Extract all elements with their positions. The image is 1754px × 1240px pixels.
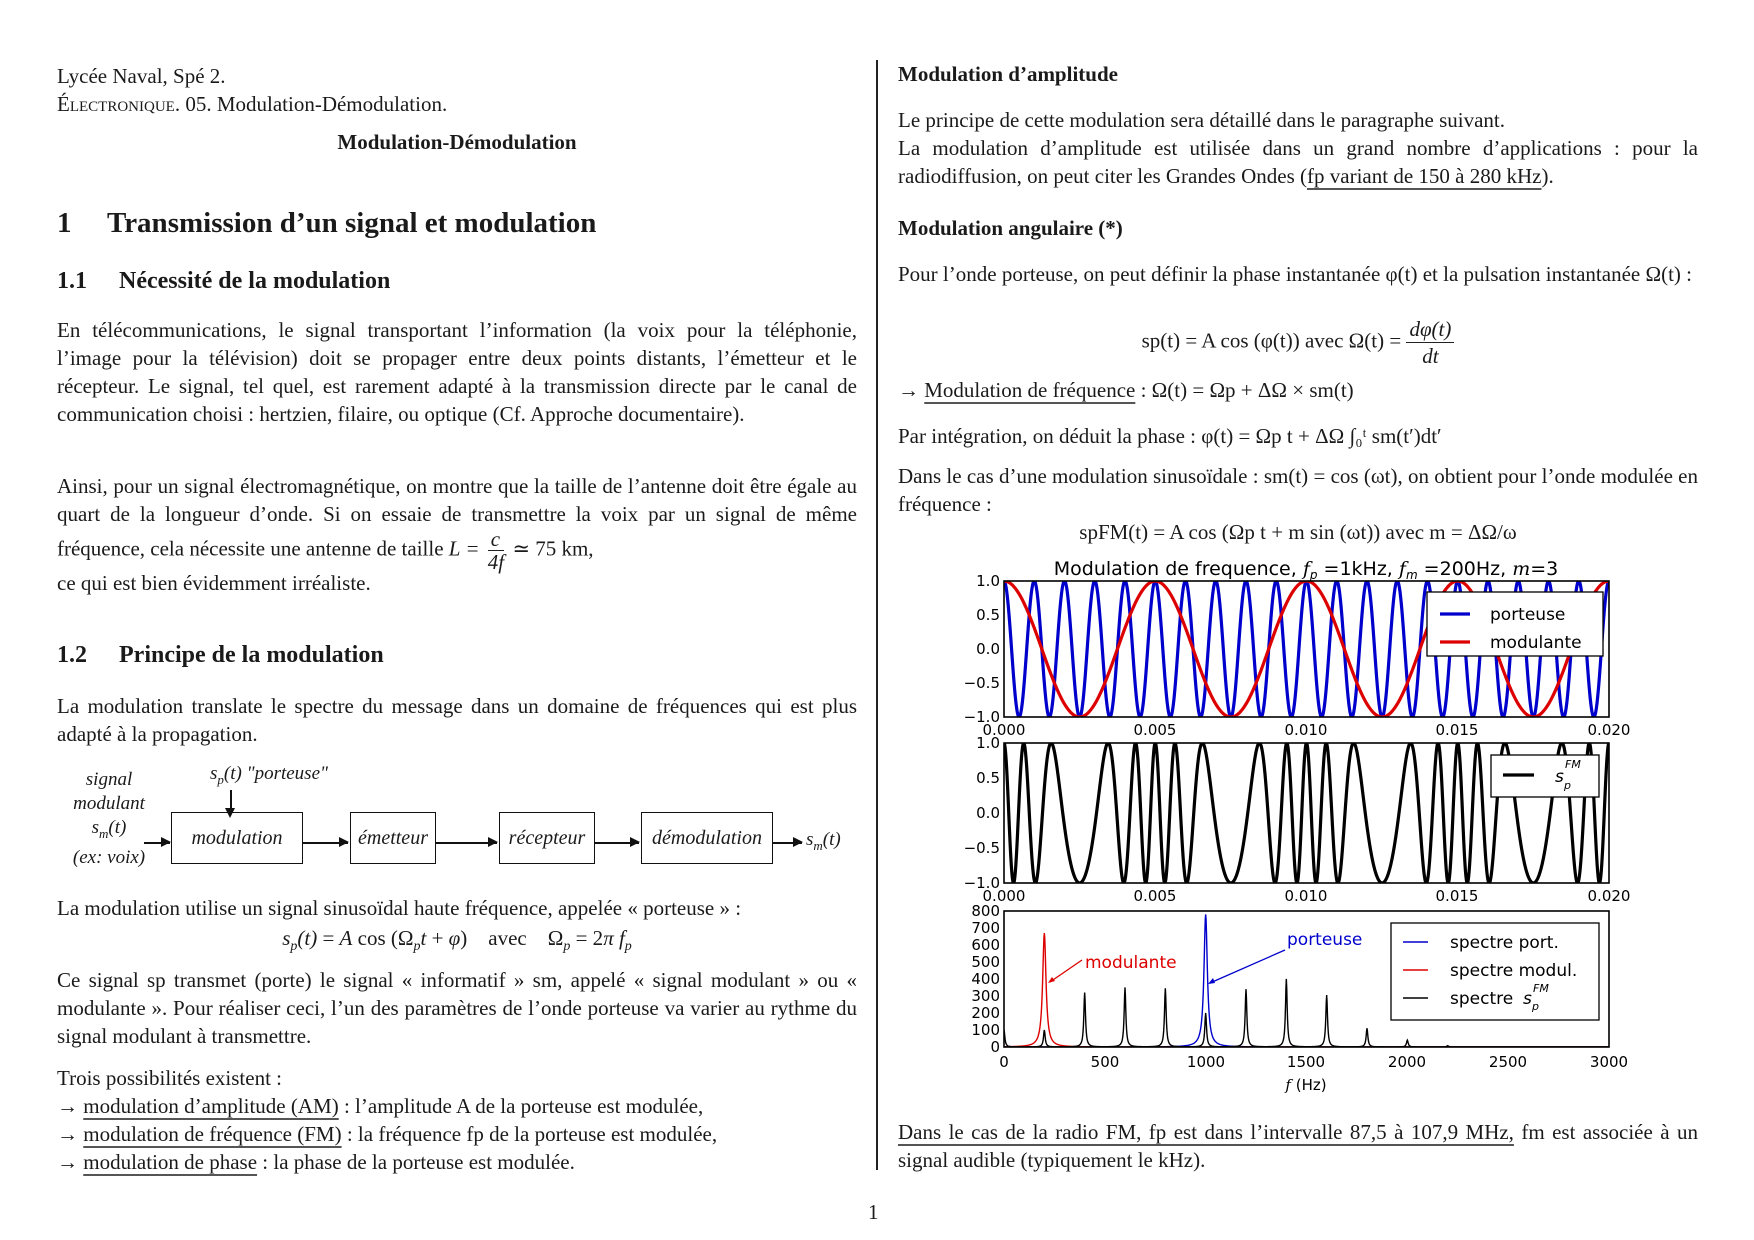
svg-text:FM: FM <box>1565 758 1581 771</box>
subsection-number: 1.2 <box>57 642 87 668</box>
arrow-3 <box>594 842 639 844</box>
svg-text:0.000: 0.000 <box>982 721 1026 739</box>
list-item-am: → modulation d’amplitude (AM) : l’amplitude A de la porteuse est modulée, <box>57 1094 704 1118</box>
svg-text:500: 500 <box>971 953 1000 971</box>
am-text-end: ). <box>1541 164 1554 188</box>
svg-text:0.0: 0.0 <box>976 804 1000 822</box>
svg-text:1500: 1500 <box>1286 1053 1326 1071</box>
fraction-numerator: c <box>488 528 504 551</box>
am-text: La modulation d’amplitude est utilisée dans un grand nombre d’applications : pour la radiodiffusion, on peut citer les Grandes Ondes ( <box>898 136 1698 188</box>
svg-text:0.020: 0.020 <box>1587 887 1631 905</box>
svg-text:0.005: 0.005 <box>1133 887 1177 905</box>
subsection-1-1-heading <box>57 268 390 295</box>
fraction <box>488 528 504 573</box>
column-divider <box>876 60 878 1170</box>
equation-phase <box>898 316 1698 369</box>
svg-text:modulante: modulante <box>1490 633 1582 653</box>
fraction <box>1406 316 1454 369</box>
arrow-output <box>772 842 802 844</box>
list-item-pm: → modulation de phase : la phase de la porteuse est modulée. <box>57 1150 575 1174</box>
svg-text:100: 100 <box>971 1021 1000 1039</box>
svg-text:spectre modul.: spectre modul. <box>1450 961 1578 981</box>
paragraph-carrier: La modulation utilise un signal sinusoïdal haute fréquence, appelée « porteuse » : <box>57 896 742 920</box>
paragraph-am-2 <box>898 134 1698 190</box>
paragraph-sinusoidal: Dans le cas d’une modulation sinusoïdale : sm(t) = cos (ωt), on obtient pour l’onde modulée en fréquence : <box>898 464 1698 516</box>
paragraph-unrealistic: ce qui est bien évidemment irréaliste. <box>57 571 371 595</box>
header-course: Électronique <box>57 92 175 116</box>
svg-text:0.0: 0.0 <box>976 640 1000 658</box>
subsection-title: Principe de la modulation <box>119 642 384 668</box>
svg-text:s: s <box>1523 989 1532 1009</box>
paragraph-principle: La modulation translate le spectre du message dans un domaine de fréquences qui est plus adapté à la propagation. <box>57 694 857 746</box>
heading-angular: Modulation angulaire (*) <box>898 216 1123 240</box>
equation-fm: spFM(t) = A cos (Ωp t + m sin (ωt)) avec m = ΔΩ/ω <box>1079 520 1517 544</box>
input-signal-label <box>64 768 154 870</box>
svg-text:spectre: spectre <box>1450 989 1514 1009</box>
link-fm-definition[interactable]: Modulation de fréquence <box>924 378 1136 402</box>
svg-text:−0.5: −0.5 <box>963 674 1000 692</box>
formula-rhs: ≃ 75 km, <box>512 536 594 561</box>
svg-text:0.010: 0.010 <box>1284 887 1328 905</box>
svg-text:1.0: 1.0 <box>976 734 1000 752</box>
svg-text:0.005: 0.005 <box>1133 721 1177 739</box>
svg-text:p: p <box>1532 1000 1539 1013</box>
link-am[interactable]: modulation d’amplitude (AM) <box>83 1094 339 1118</box>
link-pm[interactable]: modulation de phase <box>83 1150 258 1174</box>
heading-am: Modulation d’amplitude <box>898 62 1118 86</box>
page-title: Modulation-Démodulation <box>337 130 577 154</box>
section-title: Transmission d’un signal et modulation <box>107 207 597 239</box>
svg-text:800: 800 <box>971 902 1000 920</box>
svg-text:300: 300 <box>971 987 1000 1005</box>
input-label-line: modulant <box>73 793 145 814</box>
input-label-line: (ex: voix) <box>72 846 146 868</box>
plot-carrier-modulating <box>964 572 1631 739</box>
legend-bottom <box>1391 923 1599 1020</box>
svg-text:−0.5: −0.5 <box>963 839 1000 857</box>
arrow-glyph: → <box>898 378 925 402</box>
svg-text:−1.0: −1.0 <box>963 708 1000 726</box>
svg-text:0.010: 0.010 <box>1284 721 1328 739</box>
formula-lhs: L = <box>448 536 480 561</box>
svg-text:600: 600 <box>971 936 1000 954</box>
svg-text:400: 400 <box>971 970 1000 988</box>
fm-formula: : Ω(t) = Ωp + ΔΩ × sm(t) <box>1135 378 1354 402</box>
paragraph-integration: Par intégration, on déduit la phase : φ(t) = Ωp t + ΔΩ ∫₀ᵗ sm(t′)dt′ <box>898 424 1442 448</box>
paragraph-angular: Pour l’onde porteuse, on peut définir la phase instantanée φ(t) et la pulsation instantanée Ω(t) : <box>898 262 1692 286</box>
svg-text:200: 200 <box>971 1004 1000 1022</box>
plot-fm-signal <box>964 734 1631 905</box>
block-modulation: modulation <box>171 812 303 864</box>
annotation-porteuse: porteuse <box>1287 930 1363 950</box>
list-modulation-types <box>57 1092 717 1176</box>
antenna-text: Ainsi, pour un signal électromagnétique, on montre que la taille de l’antenne doit être égale au quart de la longueur d’onde. Si on essaie de transmettre la voix par un signal de même fréquence, cela nécessite une antenne de taille <box>57 474 857 561</box>
header-line1: Lycée Naval, Spé 2. <box>57 64 226 88</box>
legend-top <box>1427 592 1603 656</box>
section-number: 1 <box>57 207 72 239</box>
svg-text:0.5: 0.5 <box>976 769 1000 787</box>
svg-text:0.020: 0.020 <box>1587 721 1631 739</box>
arrow-1 <box>302 842 348 844</box>
svg-text:FM: FM <box>1533 982 1549 995</box>
fraction-denominator: dt <box>1422 344 1439 368</box>
fraction-denominator: 4f <box>487 550 505 574</box>
header-chapter: . 05. Modulation-Démodulation. <box>174 92 448 116</box>
arrow-input <box>144 842 170 844</box>
svg-text:2500: 2500 <box>1488 1053 1528 1071</box>
svg-text:spectre port.: spectre port. <box>1450 933 1559 953</box>
svg-text:0.015: 0.015 <box>1435 887 1479 905</box>
paragraph-three: Trois possibilités existent : <box>57 1066 283 1090</box>
svg-text:0: 0 <box>999 1053 1009 1071</box>
paragraph-antenna <box>57 472 857 573</box>
svg-text:s: s <box>1555 767 1564 787</box>
subsection-number: 1.1 <box>57 268 87 294</box>
fm-figure <box>940 540 1660 1100</box>
svg-text:500: 500 <box>1090 1053 1120 1071</box>
block-recepteur: récepteur <box>499 812 595 864</box>
paragraph-necessity: En télécommunications, le signal transportant l’information (la voix pour la téléphonie, l’image pour la télévision) doit se propager entre deux points distants, l’émetteur et le récepteur. Le signal, tel quel, est rarement adapté à la transmission directe par le canal de communication choisi : hertzien, filaire, ou optique (Cf. Approche documentaire). <box>57 318 857 426</box>
paragraph-am-1: Le principe de cette modulation sera détaillé dans le paragraphe suivant. <box>898 108 1506 132</box>
svg-text:2000: 2000 <box>1387 1053 1427 1071</box>
svg-text:0.000: 0.000 <box>982 887 1026 905</box>
header-line2 <box>57 90 447 118</box>
svg-text:porteuse: porteuse <box>1490 605 1566 625</box>
svg-text:700: 700 <box>971 919 1000 937</box>
section-1-heading <box>57 207 596 240</box>
list-item-text: : la phase de la porteuse est modulée. <box>257 1150 575 1174</box>
radio-text: fm est associée à un signal audible (typiquement le kHz). <box>898 1120 1698 1172</box>
legend-middle <box>1491 755 1599 797</box>
link-fm[interactable]: modulation de fréquence (FM) <box>83 1122 342 1146</box>
block-demodulation: démodulation <box>641 812 773 864</box>
chart-title: Modulation de frequence, $f_p =1kHz$, $f_m =200Hz$, m=3 <box>1053 558 1559 582</box>
paragraph-radio-fm <box>898 1118 1698 1174</box>
carrier-label: $s_p(t)$ "porteuse" <box>210 763 328 787</box>
subsection-1-2-heading <box>57 642 384 669</box>
annotation-modulante: modulante <box>1085 953 1177 973</box>
svg-text:0: 0 <box>990 1038 1000 1056</box>
page-number: 1 <box>868 1200 879 1224</box>
subsection-title: Nécessité de la modulation <box>119 268 391 294</box>
equation-left: sp(t) = A cos (φ(t)) avec Ω(t) = <box>1141 328 1402 353</box>
svg-text:0.015: 0.015 <box>1435 721 1479 739</box>
block-emetteur: émetteur <box>350 812 436 864</box>
link-grandes-ondes[interactable]: fp variant de 150 à 280 kHz <box>1307 164 1542 188</box>
input-label-sm: $s_m(t)$ <box>91 817 127 841</box>
list-item-fm: → modulation de fréquence (FM) : la fréquence fp de la porteuse est modulée, <box>57 1122 718 1146</box>
paragraph-informatif: Ce signal sp transmet (porte) le signal « informatif » sm, appelé « signal modulant » ou « modulante ». Pour réaliser ceci, l’un des paramètres de l’onde porteuse va varier au rythme du signal modulant à transmettre. <box>57 968 857 1048</box>
list-item-text: : la fréquence fp de la porteuse est modulée, <box>341 1122 718 1146</box>
fm-chart-svg <box>940 540 1660 1100</box>
svg-text:0.5: 0.5 <box>976 606 1000 624</box>
fm-definition <box>898 376 1354 404</box>
svg-text:p: p <box>1564 779 1571 792</box>
fraction-numerator: dφ(t) <box>1406 316 1454 343</box>
equation-carrier: $s_p(t) = A$ $\cos (\Omega_pt + \varphi)$ avec $\Omega_p = 2\pi$ $f_p$ <box>282 926 632 955</box>
input-label-line: signal <box>85 769 133 790</box>
svg-text:3000: 3000 <box>1589 1053 1629 1071</box>
x-axis-label: f (Hz) <box>1285 1076 1327 1094</box>
svg-text:−1.0: −1.0 <box>963 874 1000 892</box>
svg-text:1000: 1000 <box>1186 1053 1226 1071</box>
plot-spectrum <box>971 902 1628 1094</box>
svg-text:1.0: 1.0 <box>976 572 1000 590</box>
arrow-2 <box>435 842 497 844</box>
output-label: $s_m(t)$ <box>806 829 841 853</box>
link-radio-fm[interactable]: Dans le cas de la radio FM, fp est dans l’intervalle 87,5 à 107,9 MHz, <box>898 1120 1514 1144</box>
list-item-text: : l’amplitude A de la porteuse est modulée, <box>338 1094 704 1118</box>
